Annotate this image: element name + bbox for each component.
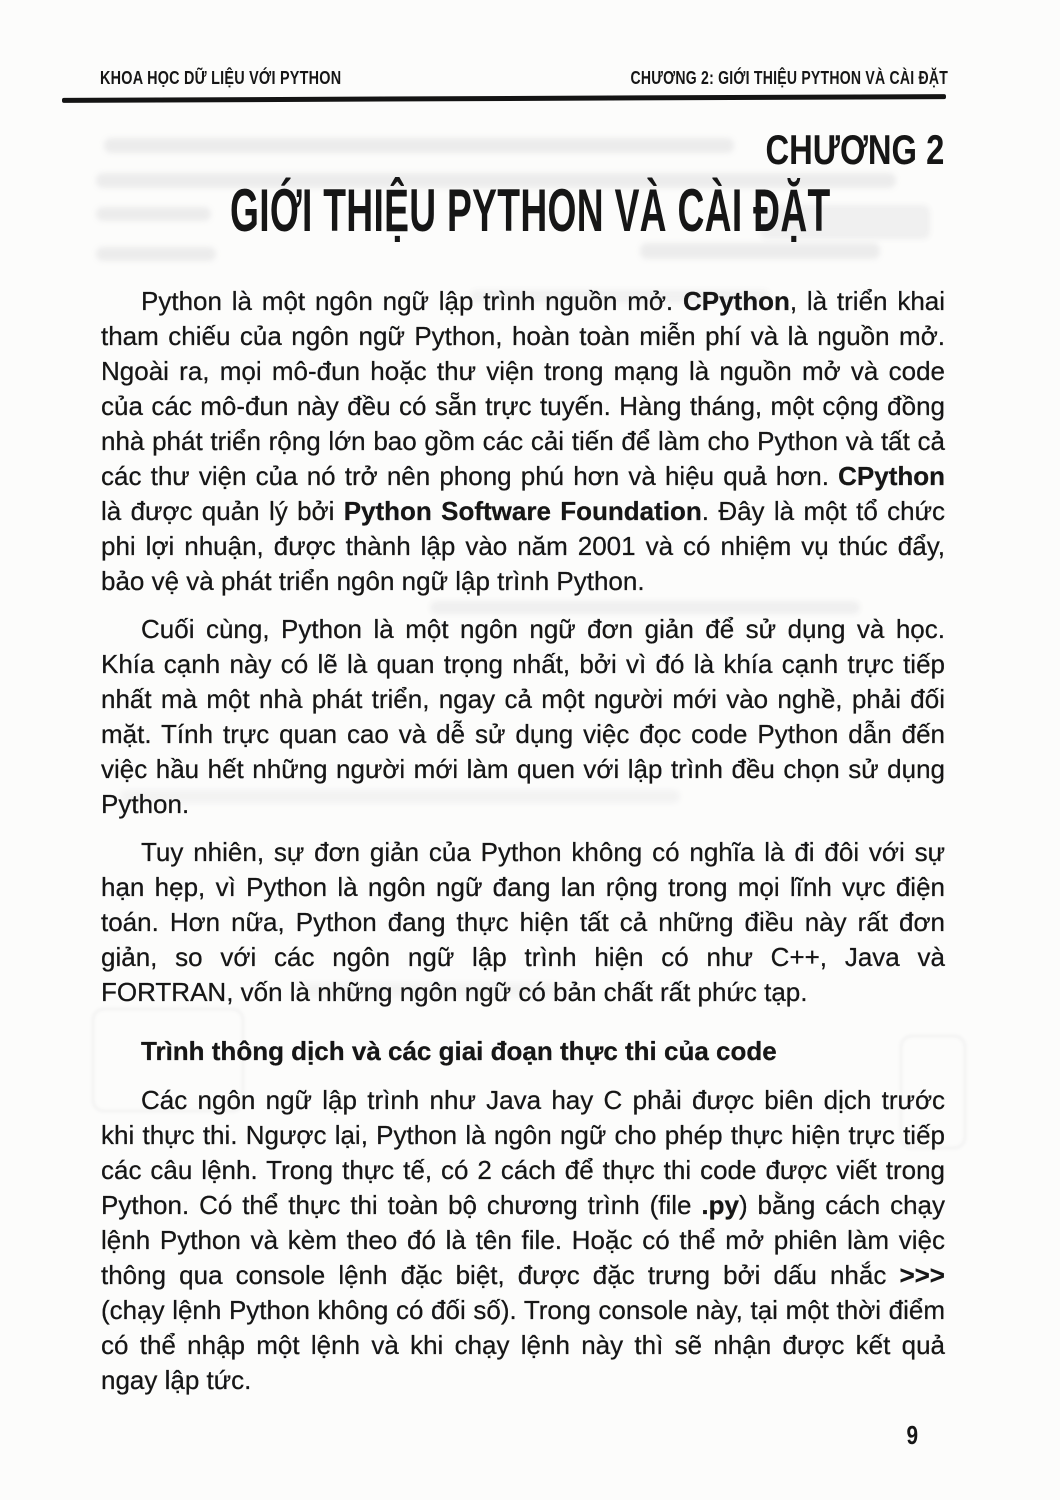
text-segment: , là triển khai tham chiếu của ngôn ngữ Python, hoàn toàn miễn phí và là nguồn mở. Ngoài ra, mọi mô-đun hoặc thư viện trong mạng là nguồn mở và code của các mô-đun này đều có sẵn trực tuyến. Hàng tháng, một cộng đồng nhà phát triển rộng lớn bao gồm các cải tiến để làm cho Python và tất cả các thư viện của nó trở nên phong phú hơn và hiệu quả hơn.: [101, 286, 946, 491]
bold-text-segment: .py: [701, 1190, 739, 1220]
bold-text-segment: Trình thông dịch và các giai đoạn thực thi của code: [141, 1036, 777, 1066]
paragraph: [101, 284, 945, 599]
bold-text-segment: CPython: [682, 286, 790, 316]
chapter-title: GIỚI THIỆU PYTHON VÀ CÀI ĐẶT: [229, 177, 831, 244]
paragraph: [101, 835, 945, 1010]
text-segment: là được quản lý bởi: [101, 496, 344, 526]
text-segment: Cuối cùng, Python là một ngôn ngữ đơn giản để sử dụng và học. Khía cạnh này có lẽ là quan trọng nhất, bởi vì đó là khía cạnh trực tiếp nhất mà một nhà phát triển, ngay cả một người mới vào nghề, phải đối mặt. Tính trực quan cao và dễ sử dụng việc đọc code Python dẫn đến việc hầu hết những người mới làm quen với lập trình đều chọn sử dụng Python.: [101, 614, 945, 819]
bold-text-segment: Python Software Foundation: [343, 496, 702, 526]
chapter-label: CHƯƠNG 2: [765, 126, 944, 173]
page-body: [101, 284, 945, 1411]
text-segment: . Đây là một tổ chức phi lợi nhuận, được thành lập vào năm 2001 và có nhiệm vụ thúc đẩy, bảo vệ và phát triển ngôn ngữ lập trình Python.: [101, 496, 945, 596]
paragraph: [101, 1083, 945, 1398]
section-heading: [101, 1034, 945, 1069]
text-segment: Các ngôn ngữ lập trình như Java hay C phải được biên dịch trước khi thực thi. Ngược lại, Python là ngôn ngữ cho phép thực hiện trực tiếp các câu lệnh. Trong thực tế, có 2 cách để thực thi code được viết trong Python. Có thể thực thi toàn bộ chương trình (file: [101, 1085, 945, 1220]
text-segment: ) bằng cách chạy lệnh Python và kèm theo đó là tên file. Hoặc có thể mở phiên làm việc thông qua console lệnh đặc biệt, được đặc trưng bởi dấu nhắc: [101, 1190, 945, 1290]
header-rule: [62, 94, 946, 103]
running-header-book-title: KHOA HỌC DỮ LIỆU VỚI PYTHON: [100, 68, 342, 88]
paragraph: [101, 612, 945, 822]
text-segment: Tuy nhiên, sự đơn giản của Python không có nghĩa là đi đôi với sự hạn hẹp, vì Python là ngôn ngữ đang lan rộng trong mọi lĩnh vực điện toán. Hơn nữa, Python đang thực hiện tất cả những điều này rất đơn giản, so với các ngôn ngữ lập trình hiện có như C++, Java và FORTRAN, vốn là những ngôn ngữ có bản chất rất phức tạp.: [101, 837, 945, 1007]
bleedthrough-artifact: [104, 138, 734, 153]
bold-text-segment: CPython: [838, 461, 945, 491]
page-number: 9: [906, 1420, 919, 1450]
text-segment: Python là một ngôn ngữ lập trình nguồn mở.: [141, 286, 683, 316]
running-header-chapter-title: CHƯƠNG 2: GIỚI THIỆU PYTHON VÀ CÀI ĐẶT: [630, 68, 948, 88]
bleedthrough-artifact: [96, 247, 216, 261]
text-segment: (chạy lệnh Python không có đối số). Trong console này, tại một thời điểm có thể nhập một lệnh và khi chạy lệnh này thì sẽ nhận được kết quả ngay lập tức.: [101, 1295, 945, 1395]
running-header: [100, 68, 948, 89]
bleedthrough-artifact: [640, 243, 880, 259]
bold-text-segment: >>>: [899, 1260, 945, 1290]
